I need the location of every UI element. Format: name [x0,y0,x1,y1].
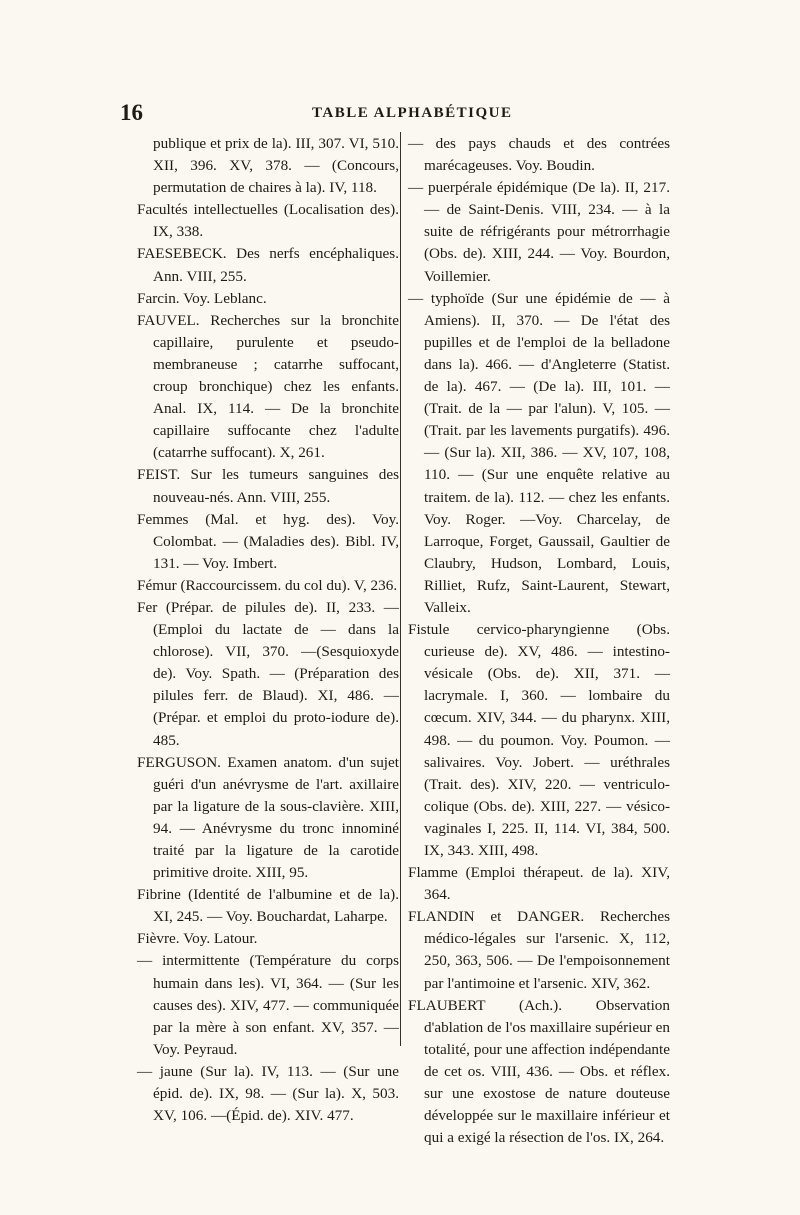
index-entry: FEIST. Sur les tumeurs sanguines des nouveau-nés. Ann. VIII, 255. [137,466,399,506]
index-entry: FERGUSON. Examen anatom. d'un sujet guéri d'un anévrysme de l'art. axillaire par la ligature de la sous-clavière. XIII, 94. — Anévrysme du tronc innominé traité par la ligature de la carotide primitive droite. XIII, 95. [137,753,399,882]
left-column [137,133,399,1127]
index-entry: — intermittente (Température du corps humain dans les). VI, 364. — (Sur les causes des). XIV, 477. — communiquée par la mère à son enfant. XV, 357. —Voy. Peyraud. [137,952,399,1058]
index-entry: Fémur (Raccourcissem. du col du). V, 236. [137,576,398,594]
index-entry: FAUVEL. Recherches sur la bronchite capillaire, purulente et pseudo-membraneuse ; catarrhe suffocant, croup bronchique) chez les enfants. Anal. IX, 114. — De la bronchite capillaire suffocante chez l'adulte (catarrhe suffocant). X, 261. [137,311,399,462]
index-entry: Farcin. Voy. Leblanc. [137,289,267,307]
running-title: TABLE ALPHABÉTIQUE [312,105,513,121]
index-entry: FLANDIN et DANGER. Recherches médico-légales sur l'arsenic. X, 112, 250, 363, 506. — De l'empoisonnement par l'antimoine et l'arsenic. XIV, 362. [408,908,670,992]
right-column [408,133,670,1149]
index-entry: FLAUBERT (Ach.). Observation d'ablation de l'os maxillaire supérieur en totalité, pour une affection indépendante de cet os. VIII, 436. — Obs. et réflex. sur une exostose de nature douteuse développée sur le maxillaire inférieur et qui a exigé la résection de l'os. IX, 264. [408,996,670,1147]
index-entry: Fistule cervico-pharyngienne (Obs. curieuse de). XV, 486. — intestino-vésicale (Obs. de). XII, 371. — lacrymale. I, 360. — lombaire du cœcum. XIV, 344. — du pharynx. XIII, 498. — du poumon. Voy. Poumon. — salivaires. Voy. Jobert. — uréthrales (Trait. des). XIV, 220. — ventriculo-colique (Obs. de). XIII, 227. — vésico-vaginales I, 225. II, 114. VI, 384, 500. IX, 343. XIII, 498. [408,621,670,859]
index-entry: FAESEBECK. Des nerfs encéphaliques. Ann. VIII, 255. [137,245,399,285]
index-entry: Flamme (Emploi thérapeut. de la). XIV, 364. [408,864,670,904]
index-entry: — typhoïde (Sur une épidémie de — à Amiens). II, 370. — De l'état des pupilles et de l'emploi de la belladone dans la). 466. — d'Angleterre (Statist. de la). 467. — (De la). III, 101. — (Trait. de la — par l'alun). V, 105. — (Trait. par les lavements purgatifs). 496. — (Sur la). XII, 386. — XV, 107, 108, 110. — (Sur une enquête relative au traitem. de la). 112. — chez les enfants. Voy. Roger. —Voy. Charcelay, de Larroque, Forget, Gaussail, Gaultier de Claubry, Hudson, Lombard, Louis, Rilliet, Rufz, Saint-Laurent, Stewart, Valleix. [408,289,670,616]
index-entry: Femmes (Mal. et hyg. des). Voy. Colombat. — (Maladies des). Bibl. IV, 131. — Voy. Imbert. [137,510,399,572]
page-header [120,100,660,130]
index-entry: Fibrine (Identité de l'albumine et de la). XI, 245. — Voy. Bouchardat, Laharpe. [137,886,399,926]
index-entry: — des pays chauds et des contrées marécageuses. Voy. Boudin. [408,135,670,175]
index-entry: Fer (Prépar. de pilules de). II, 233. — (Emploi du lactate de — dans la chlorose). VII, 370. —(Sesquioxyde de). Voy. Spath. — (Préparation des pilules ferr. de Blaud). XI, 486. — (Prépar. et emploi du proto-iodure de). 485. [137,598,399,749]
page-number: 16 [120,100,143,125]
index-entry: — jaune (Sur la). IV, 113. — (Sur une épid. de). IX, 98. — (Sur la). X, 503. XV, 106. —(Épid. de). XIV. 477. [137,1062,399,1125]
index-entry: Facultés intellectuelles (Localisation des). IX, 338. [137,201,399,241]
index-entry: — puerpérale épidémique (De la). II, 217. — de Saint-Denis. VIII, 234. — à la suite de réfrigérants pour métrorrhagie (Obs. de). XIII, 244. — Voy. Bourdon, Voillemier. [408,179,670,285]
index-entry: publique et prix de la). III, 307. VI, 510. XII, 396. XV, 378. — (Concours, permutation de chaires à la). IV, 118. [153,135,399,197]
index-entry: Fièvre. Voy. Latour. [137,930,258,948]
column-divider [400,132,401,1046]
